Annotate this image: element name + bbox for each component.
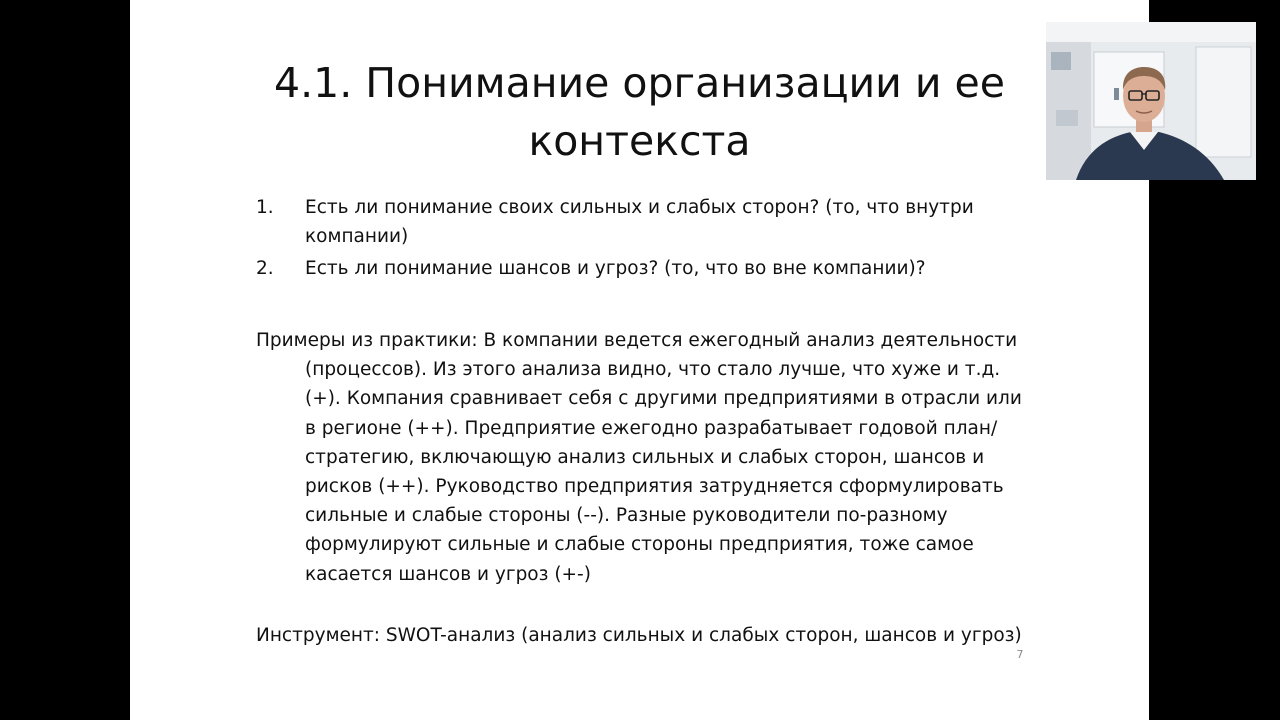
slide-title-line-1: 4.1. Понимание организации и ее (274, 59, 1005, 107)
presentation-slide (130, 0, 1149, 720)
examples-paragraph: Примеры из практики: В компании ведется ежегодный анализ деятельности (процессов). Из этого анализа видно, что стало лучше, что хуже и т.д. (+). Компания сравнивает себя с другими предприятиями в отрасли или в регионе (++). Предприятие ежегодно разрабатывает годовой план/стратегию, включающую анализ сильных и слабых сторон, шансов и рисков (++). Руководство предприятия затрудняется сформулировать сильные и слабые стороны (--). Разные руководители по-разному формулируют сильные и слабые стороны предприятия, тоже самое касается шансов и угроз (+-) (256, 330, 1022, 585)
presenter-video-image (1046, 22, 1256, 180)
tool-paragraph: Инструмент: SWOT-анализ (анализ сильных и слабых сторон, шансов и угроз) (256, 625, 1022, 646)
slide-page-number: 7 (1016, 648, 1024, 661)
list-item (256, 254, 1026, 283)
webcam-video-overlay (1046, 22, 1256, 180)
list-item-text: Есть ли понимание шансов и угроз? (то, что во вне компании)? (305, 258, 926, 279)
slide-title (130, 54, 1149, 170)
numbered-list (256, 193, 1026, 286)
list-item (256, 193, 1026, 251)
list-item-number: 2. (256, 258, 274, 279)
list-item-text: Есть ли понимание своих сильных и слабых сторон? (то, что внутри компании) (305, 197, 974, 247)
list-item-number: 1. (256, 197, 274, 218)
slide-title-line-2: контекста (528, 117, 751, 165)
